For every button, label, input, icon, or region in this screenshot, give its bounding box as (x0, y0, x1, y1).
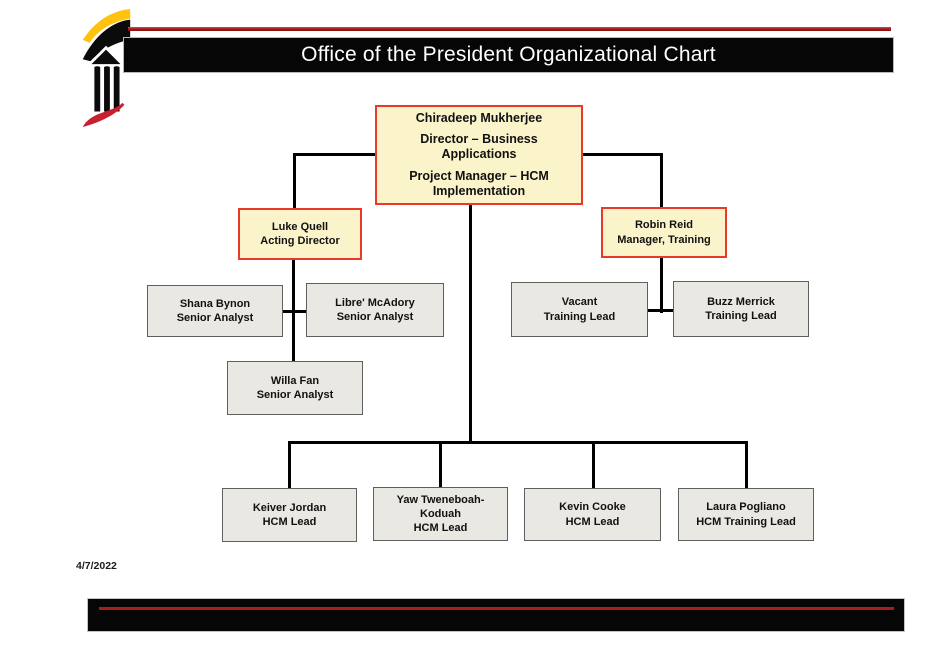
node-title: HCM Training Lead (696, 515, 796, 528)
connector-root-to-luke-v (293, 153, 296, 209)
org-node-yaw-tweneboah-koduah (373, 487, 508, 541)
date-label: 4/7/2022 (76, 560, 117, 572)
node-title: Training Lead (705, 310, 777, 322)
org-node-willa-fan (227, 361, 363, 415)
org-node-robin-reid (601, 207, 727, 258)
org-node-chiradeep-mukherjee (375, 105, 583, 205)
connector-analysts-tee-h (283, 310, 307, 313)
org-node-libre-mcadory (306, 283, 444, 337)
org-node-vacant-training-lead (511, 282, 648, 337)
org-node-keiver-jordan (222, 488, 357, 542)
node-name: Kevin Cooke (559, 501, 626, 514)
node-title: HCM Lead (413, 522, 468, 535)
title-banner (123, 37, 894, 73)
org-node-laura-pogliano (678, 488, 814, 541)
node-name: Luke Quell (271, 220, 329, 233)
connector-root-to-luke-h (293, 153, 377, 156)
org-node-kevin-cooke (524, 488, 661, 541)
node-title: Senior Analyst (256, 389, 334, 401)
org-node-buzz-merrick (673, 281, 809, 337)
node-name: Laura Pogliano (706, 501, 786, 514)
node-name: Buzz Merrick (707, 295, 775, 308)
connector-training-tee-h (648, 309, 673, 312)
connector-robin-to-training-v (660, 258, 663, 313)
node-name: Chiradeep Mukherjee (415, 110, 543, 125)
node-title: Project Manager – HCM Implementation (409, 168, 549, 198)
org-node-luke-quell (238, 208, 362, 260)
node-title: HCM Lead (262, 516, 317, 528)
footer-banner (87, 598, 905, 632)
connector-drop-yaw (439, 441, 442, 488)
node-title: Acting Director (260, 235, 340, 247)
node-title: Manager, Training (617, 233, 711, 246)
node-name: Robin Reid (634, 219, 694, 232)
page-title: Office of the President Organizational Chart (301, 43, 716, 66)
footer-red-rule (99, 607, 894, 610)
node-title: Training Lead (543, 310, 616, 323)
connector-drop-laura (745, 441, 748, 488)
connector-hcm-row-h (288, 441, 748, 444)
connector-drop-kevin (592, 441, 595, 488)
node-title: Senior Analyst (176, 312, 254, 324)
node-title: HCM Lead (565, 515, 620, 528)
node-name: Keiver Jordan (252, 501, 327, 514)
connector-root-to-robin-h (581, 153, 663, 156)
node-name: Libre' McAdory (335, 296, 415, 309)
node-name: Shana Bynon (179, 297, 251, 310)
node-name: Vacant (561, 296, 598, 309)
header-red-rule (128, 27, 891, 31)
connector-drop-keiver (288, 441, 291, 488)
node-title: Senior Analyst (336, 311, 414, 323)
node-name: Willa Fan (270, 374, 320, 387)
node-title: Director – Business Applications (420, 132, 538, 162)
connector-root-to-robin-v (660, 153, 663, 209)
connector-root-to-hcm-v (469, 204, 472, 443)
node-name: Yaw Tweneboah-Koduah (396, 493, 485, 520)
org-node-shana-bynon (147, 285, 283, 337)
